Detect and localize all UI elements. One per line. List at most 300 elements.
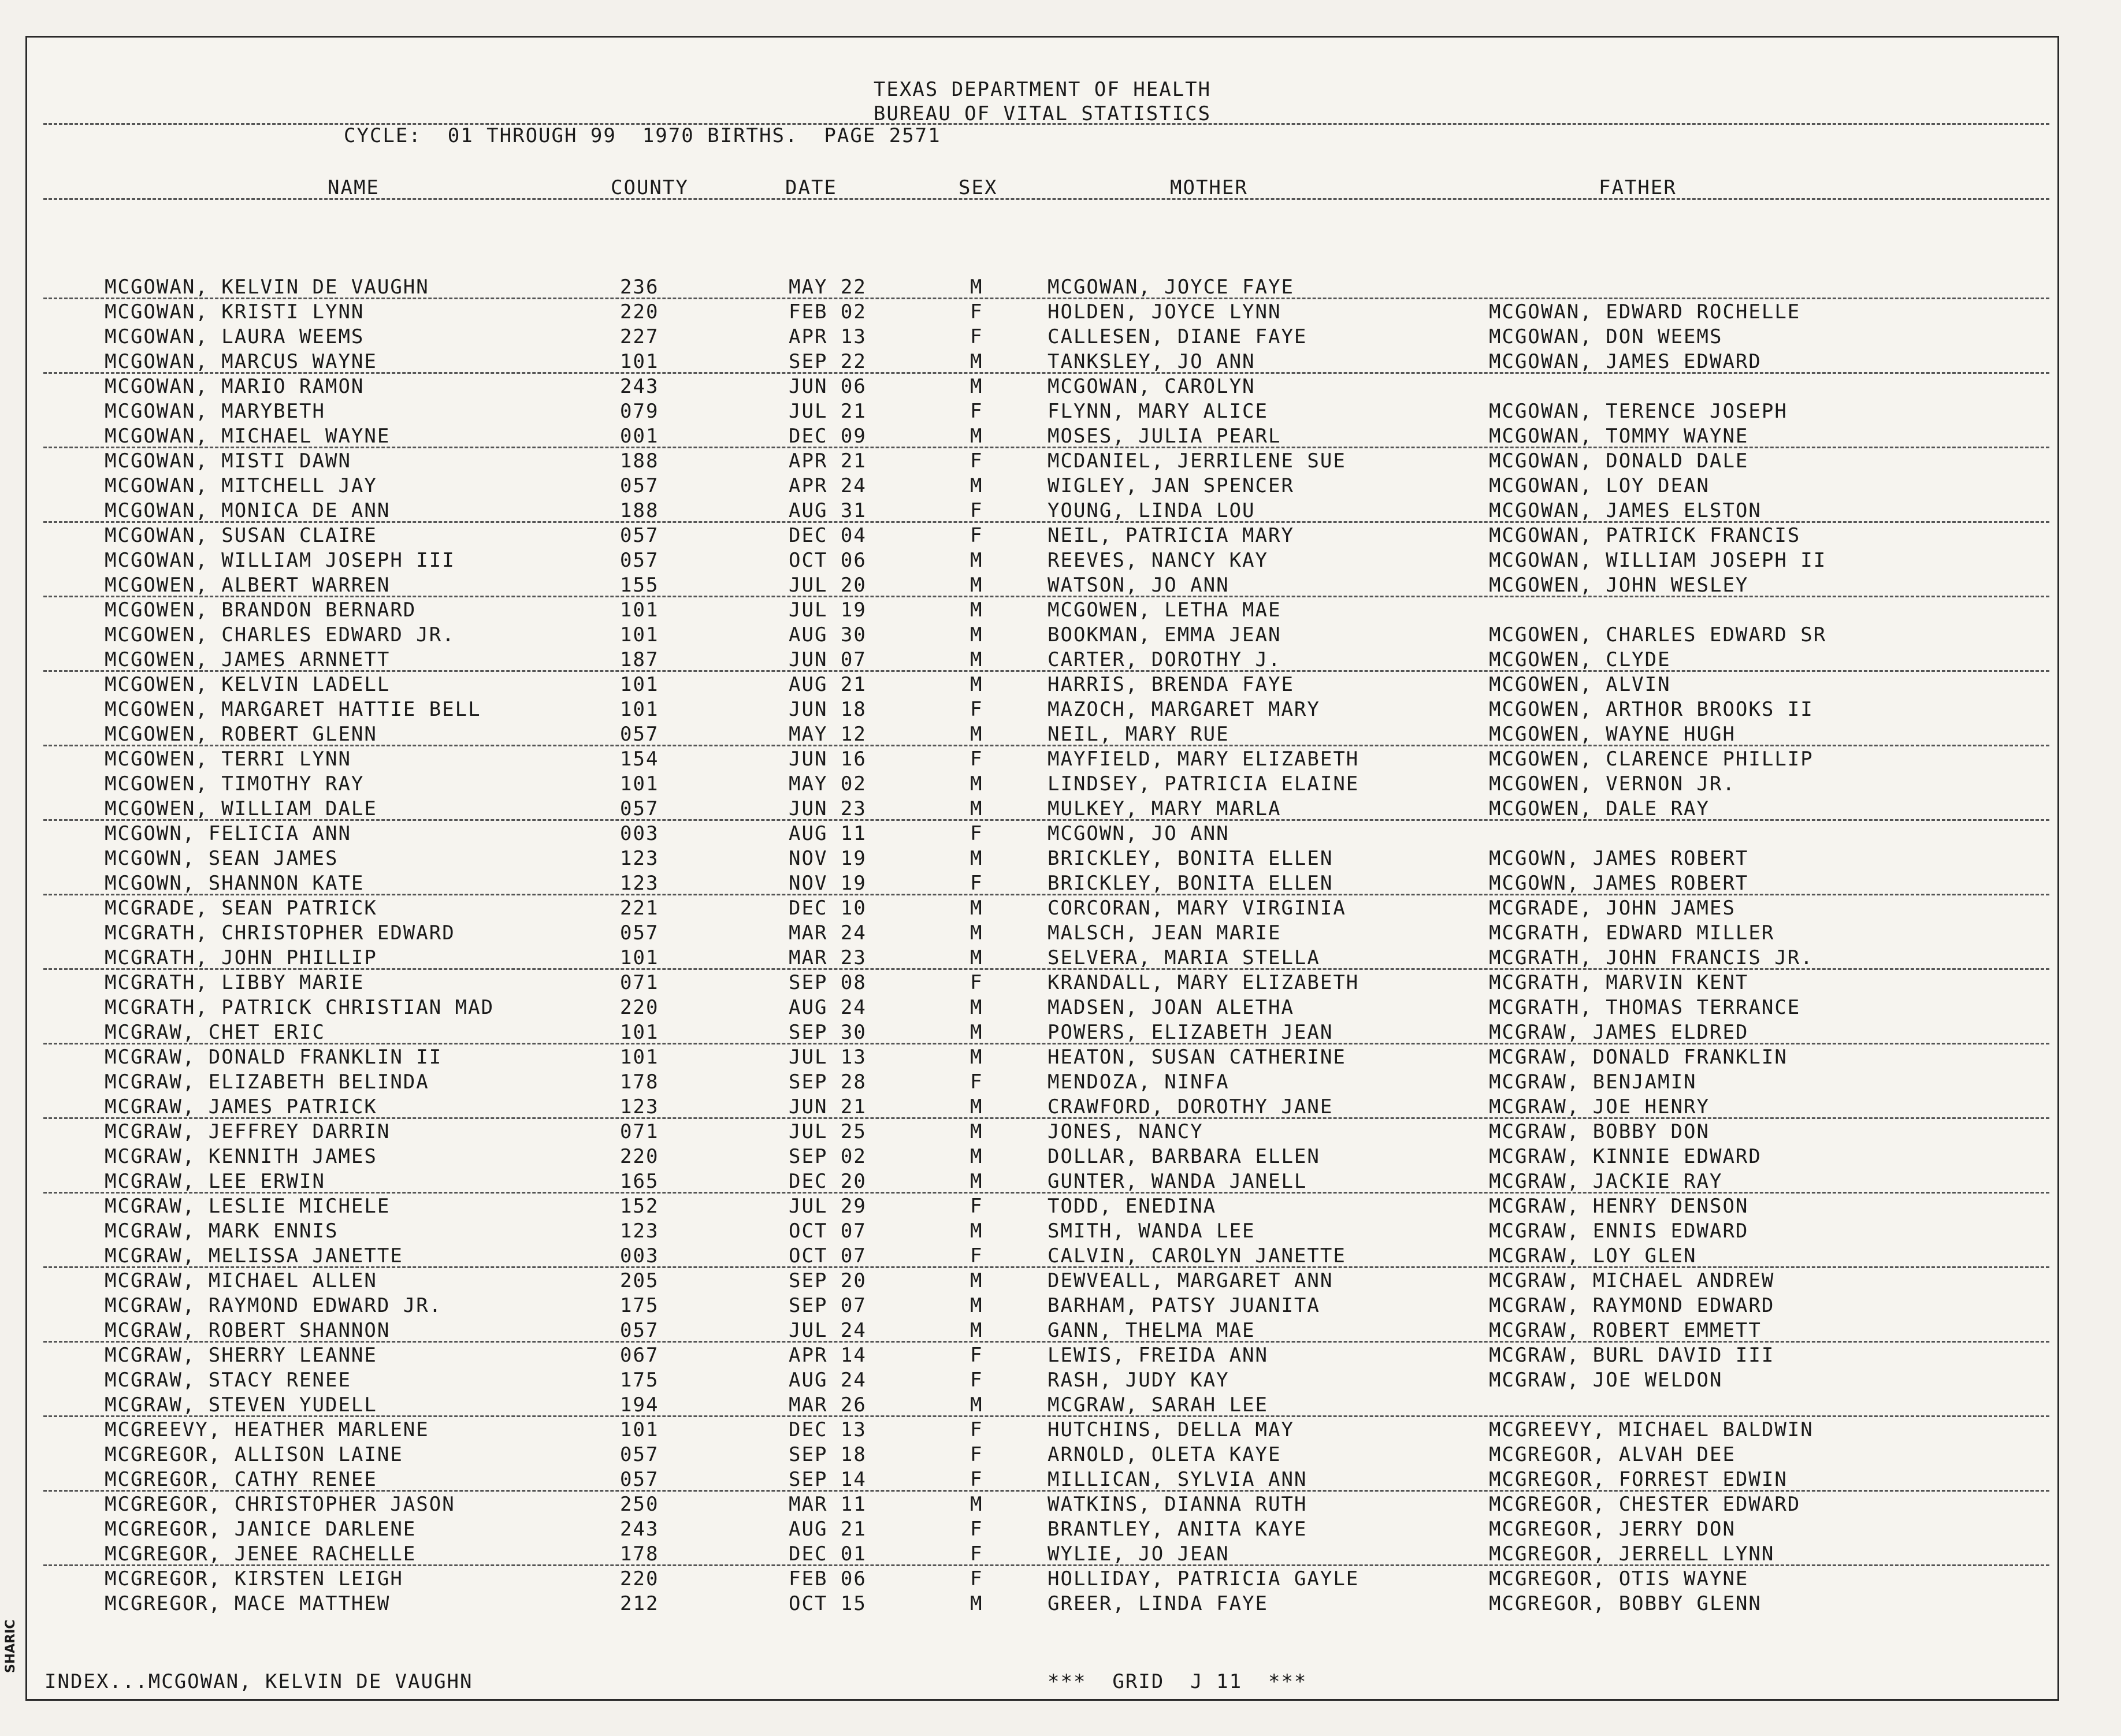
cell-county: 101: [620, 623, 659, 646]
cell-mother: POWERS, ELIZABETH JEAN: [1048, 1021, 1333, 1044]
table-row: [27, 1443, 2057, 1468]
cell-mother: MENDOZA, NINFA: [1048, 1070, 1229, 1094]
cell-father: MCGRAW, ROBERT EMMETT: [1489, 1319, 1762, 1342]
cell-sex: F: [970, 1443, 983, 1466]
table-row: [27, 1418, 2057, 1443]
cell-county: 101: [620, 698, 659, 721]
cell-date: SEP 07: [789, 1294, 867, 1317]
cell-date: DEC 10: [789, 897, 867, 920]
cell-sex: M: [970, 921, 983, 945]
table-row: [27, 375, 2057, 400]
cell-father: MCGOWAN, TERENCE JOSEPH: [1489, 400, 1788, 423]
table-row: [27, 1269, 2057, 1294]
cell-date: APR 13: [789, 325, 867, 348]
table-row: [27, 723, 2057, 748]
cell-county: 101: [620, 772, 659, 795]
table-row: [27, 474, 2057, 499]
cell-sex: F: [970, 1195, 983, 1218]
cell-sex: F: [970, 872, 983, 895]
cell-mother: HOLDEN, JOYCE LYNN: [1048, 300, 1281, 324]
table-row: [27, 872, 2057, 897]
cell-father: MCGRAW, JOE WELDON: [1489, 1369, 1723, 1392]
cell-name: MCGOWAN, MITCHELL JAY: [105, 474, 377, 497]
cell-name: MCGRAW, MICHAEL ALLEN: [105, 1269, 377, 1292]
cell-date: FEB 02: [789, 300, 867, 324]
cell-sex: F: [970, 1070, 983, 1094]
cell-sex: M: [970, 425, 983, 448]
cell-date: AUG 21: [789, 1518, 867, 1541]
cell-name: MCGRAW, DONALD FRANKLIN II: [105, 1046, 443, 1069]
margin-label: SHARIC: [3, 1619, 18, 1673]
cell-mother: MCDANIEL, JERRILENE SUE: [1048, 449, 1346, 473]
cell-sex: F: [970, 449, 983, 473]
cell-mother: HEATON, SUSAN CATHERINE: [1048, 1046, 1346, 1069]
cell-father: MCGRAW, RAYMOND EDWARD: [1489, 1294, 1775, 1317]
cell-county: 165: [620, 1170, 659, 1193]
cell-mother: WIGLEY, JAN SPENCER: [1048, 474, 1294, 497]
cell-sex: M: [970, 847, 983, 870]
table-row: [27, 897, 2057, 921]
bureau-title: BUREAU OF VITAL STATISTICS: [873, 102, 1212, 125]
cell-mother: MCGOWAN, CAROLYN: [1048, 375, 1255, 398]
table-row: [27, 1369, 2057, 1393]
cell-sex: M: [970, 1269, 983, 1292]
cell-date: AUG 31: [789, 499, 867, 522]
cell-sex: M: [970, 673, 983, 696]
cell-date: DEC 01: [789, 1542, 867, 1566]
table-row: [27, 1021, 2057, 1046]
table-row: [27, 276, 2057, 300]
cell-sex: M: [970, 1145, 983, 1168]
cell-father: MCGRADE, JOHN JAMES: [1489, 897, 1736, 920]
cell-sex: M: [970, 897, 983, 920]
cell-name: MCGRAW, CHET ERIC: [105, 1021, 325, 1044]
cell-father: MCGRATH, JOHN FRANCIS JR.: [1489, 946, 1814, 969]
cell-sex: M: [970, 1493, 983, 1516]
table-row: [27, 1244, 2057, 1269]
cell-father: MCGOWN, JAMES ROBERT: [1489, 872, 1749, 895]
cell-county: 220: [620, 1145, 659, 1168]
cell-mother: CRAWFORD, DOROTHY JANE: [1048, 1095, 1333, 1118]
cell-father: MCGRAW, LOY GLEN: [1489, 1244, 1697, 1267]
cell-date: AUG 11: [789, 822, 867, 845]
cell-mother: MCGRAW, SARAH LEE: [1048, 1393, 1268, 1417]
cell-county: 250: [620, 1493, 659, 1516]
cell-county: 057: [620, 549, 659, 572]
cell-mother: FLYNN, MARY ALICE: [1048, 400, 1268, 423]
cell-date: JUL 21: [789, 400, 867, 423]
cell-father: MCGOWAN, DONALD DALE: [1489, 449, 1749, 473]
cell-date: APR 21: [789, 449, 867, 473]
cell-mother: GANN, THELMA MAE: [1048, 1319, 1255, 1342]
cell-date: DEC 20: [789, 1170, 867, 1193]
cell-county: 220: [620, 1567, 659, 1590]
table-row: [27, 300, 2057, 325]
cell-sex: M: [970, 623, 983, 646]
cell-father: MCGREEVY, MICHAEL BALDWIN: [1489, 1418, 1814, 1441]
cell-sex: M: [970, 549, 983, 572]
cell-name: MCGREGOR, CATHY RENEE: [105, 1468, 377, 1491]
cell-mother: GREER, LINDA FAYE: [1048, 1592, 1268, 1615]
cell-name: MCGOWAN, WILLIAM JOSEPH III: [105, 549, 455, 572]
cell-sex: M: [970, 1046, 983, 1069]
cell-sex: M: [970, 1294, 983, 1317]
cell-date: JUL 24: [789, 1319, 867, 1342]
cell-sex: F: [970, 1344, 983, 1367]
cell-name: MCGRATH, CHRISTOPHER EDWARD: [105, 921, 455, 945]
cell-name: MCGRAW, MELISSA JANETTE: [105, 1244, 403, 1267]
cell-date: SEP 02: [789, 1145, 867, 1168]
cell-father: MCGOWAN, EDWARD ROCHELLE: [1489, 300, 1801, 324]
cell-county: 154: [620, 748, 659, 771]
cell-date: SEP 22: [789, 350, 867, 373]
cell-name: MCGOWEN, MARGARET HATTIE BELL: [105, 698, 481, 721]
cell-county: 057: [620, 1468, 659, 1491]
cell-date: SEP 20: [789, 1269, 867, 1292]
table-row: [27, 449, 2057, 474]
cell-father: MCGRAW, BENJAMIN: [1489, 1070, 1697, 1094]
cell-sex: M: [970, 1095, 983, 1118]
cell-name: MCGOWAN, SUSAN CLAIRE: [105, 524, 377, 547]
cell-father: MCGRATH, EDWARD MILLER: [1489, 921, 1775, 945]
cell-father: MCGOWEN, CHARLES EDWARD SR: [1489, 623, 1827, 646]
cell-sex: F: [970, 1369, 983, 1392]
table-row: [27, 822, 2057, 847]
cell-county: 243: [620, 1518, 659, 1541]
cell-county: 123: [620, 847, 659, 870]
cell-county: 057: [620, 723, 659, 746]
cell-county: 101: [620, 673, 659, 696]
cell-name: MCGOWN, SHANNON KATE: [105, 872, 365, 895]
cell-sex: M: [970, 1393, 983, 1417]
table-row: [27, 623, 2057, 648]
table-row: [27, 1095, 2057, 1120]
table-row: [27, 648, 2057, 673]
cell-county: 227: [620, 325, 659, 348]
cell-sex: M: [970, 276, 983, 299]
cell-father: MCGOWEN, CLARENCE PHILLIP: [1489, 748, 1814, 771]
cell-name: MCGOWEN, ALBERT WARREN: [105, 574, 391, 597]
cell-mother: WATSON, JO ANN: [1048, 574, 1229, 597]
cell-date: AUG 21: [789, 673, 867, 696]
table-row: [27, 1170, 2057, 1195]
table-row: [27, 524, 2057, 549]
cell-date: MAR 11: [789, 1493, 867, 1516]
cell-name: MCGOWEN, ROBERT GLENN: [105, 723, 377, 746]
cell-date: DEC 13: [789, 1418, 867, 1441]
table-row: [27, 772, 2057, 797]
cell-mother: NEIL, MARY RUE: [1048, 723, 1229, 746]
cell-father: MCGREGOR, JERRY DON: [1489, 1518, 1736, 1541]
table-row: [27, 698, 2057, 723]
cell-county: 187: [620, 648, 659, 671]
cell-county: 188: [620, 499, 659, 522]
table-row: [27, 1518, 2057, 1542]
cell-county: 079: [620, 400, 659, 423]
cell-date: DEC 09: [789, 425, 867, 448]
cell-mother: MCGOWN, JO ANN: [1048, 822, 1229, 845]
cell-sex: F: [970, 1542, 983, 1566]
cell-name: MCGOWN, SEAN JAMES: [105, 847, 339, 870]
cell-name: MCGOWAN, MARCUS WAYNE: [105, 350, 377, 373]
cell-sex: F: [970, 1567, 983, 1590]
cell-name: MCGRAW, KENNITH JAMES: [105, 1145, 377, 1168]
cell-date: MAY 12: [789, 723, 867, 746]
cell-father: MCGOWEN, VERNON JR.: [1489, 772, 1736, 795]
cell-county: 101: [620, 599, 659, 622]
cell-sex: M: [970, 599, 983, 622]
cell-sex: F: [970, 748, 983, 771]
cell-name: MCGRADE, SEAN PATRICK: [105, 897, 377, 920]
cell-county: 067: [620, 1344, 659, 1367]
cell-sex: M: [970, 1592, 983, 1615]
cell-father: MCGRAW, KINNIE EDWARD: [1489, 1145, 1762, 1168]
table-row: [27, 946, 2057, 971]
cell-father: MCGRAW, HENRY DENSON: [1489, 1195, 1749, 1218]
cell-name: MCGOWAN, KELVIN DE VAUGHN: [105, 276, 429, 299]
table-row: [27, 1319, 2057, 1344]
cell-mother: MADSEN, JOAN ALETHA: [1048, 996, 1294, 1019]
cell-mother: LEWIS, FREIDA ANN: [1048, 1344, 1268, 1367]
cell-mother: REEVES, NANCY KAY: [1048, 549, 1268, 572]
cell-county: 101: [620, 1046, 659, 1069]
cell-date: JUL 19: [789, 599, 867, 622]
cell-sex: F: [970, 400, 983, 423]
cell-father: MCGREGOR, CHESTER EDWARD: [1489, 1493, 1801, 1516]
cell-mother: CALVIN, CAROLYN JANETTE: [1048, 1244, 1346, 1267]
cell-date: AUG 30: [789, 623, 867, 646]
cell-father: MCGOWN, JAMES ROBERT: [1489, 847, 1749, 870]
cell-father: MCGRAW, JACKIE RAY: [1489, 1170, 1723, 1193]
cell-name: MCGREGOR, JANICE DARLENE: [105, 1518, 417, 1541]
table-row: [27, 574, 2057, 599]
index-footer: INDEX...MCGOWAN, KELVIN DE VAUGHN: [44, 1670, 473, 1693]
cell-father: MCGRAW, JOE HENRY: [1489, 1095, 1710, 1118]
cell-name: MCGRATH, PATRICK CHRISTIAN MAD: [105, 996, 495, 1019]
cell-mother: MOSES, JULIA PEARL: [1048, 425, 1281, 448]
cell-date: NOV 19: [789, 847, 867, 870]
cell-mother: BRANTLEY, ANITA KAYE: [1048, 1518, 1307, 1541]
cell-date: NOV 19: [789, 872, 867, 895]
cell-mother: CORCORAN, MARY VIRGINIA: [1048, 897, 1346, 920]
cell-sex: M: [970, 996, 983, 1019]
cell-father: MCGOWAN, JAMES ELSTON: [1489, 499, 1762, 522]
cell-father: MCGRAW, JAMES ELDRED: [1489, 1021, 1749, 1044]
cell-mother: MAZOCH, MARGARET MARY: [1048, 698, 1320, 721]
cell-date: MAR 24: [789, 921, 867, 945]
cell-mother: SMITH, WANDA LEE: [1048, 1220, 1255, 1243]
cell-date: SEP 28: [789, 1070, 867, 1094]
cell-mother: SELVERA, MARIA STELLA: [1048, 946, 1320, 969]
cell-sex: M: [970, 375, 983, 398]
cell-county: 003: [620, 1244, 659, 1267]
column-header-county: COUNTY: [611, 176, 689, 199]
cell-name: MCGOWAN, MARYBETH: [105, 400, 325, 423]
column-header-father: FATHER: [1599, 176, 1677, 199]
cell-county: 057: [620, 1443, 659, 1466]
cell-sex: F: [970, 698, 983, 721]
cell-mother: NEIL, PATRICIA MARY: [1048, 524, 1294, 547]
cell-mother: TANKSLEY, JO ANN: [1048, 350, 1255, 373]
cell-sex: M: [970, 1319, 983, 1342]
cell-name: MCGREGOR, JENEE RACHELLE: [105, 1542, 417, 1566]
cell-county: 220: [620, 996, 659, 1019]
cell-county: 071: [620, 1120, 659, 1143]
table-row: [27, 673, 2057, 698]
cell-mother: BRICKLEY, BONITA ELLEN: [1048, 847, 1333, 870]
cell-father: MCGRAW, BURL DAVID III: [1489, 1344, 1775, 1367]
cell-mother: RASH, JUDY KAY: [1048, 1369, 1229, 1392]
cell-mother: WATKINS, DIANNA RUTH: [1048, 1493, 1307, 1516]
cell-mother: WYLIE, JO JEAN: [1048, 1542, 1229, 1566]
cell-father: MCGREGOR, JERRELL LYNN: [1489, 1542, 1775, 1566]
cell-county: 101: [620, 350, 659, 373]
cell-date: SEP 18: [789, 1443, 867, 1466]
cell-father: MCGRAW, ENNIS EDWARD: [1489, 1220, 1749, 1243]
cell-name: MCGOWEN, JAMES ARNNETT: [105, 648, 391, 671]
cell-father: MCGOWEN, DALE RAY: [1489, 797, 1710, 820]
cell-county: 101: [620, 1418, 659, 1441]
cell-name: MCGREGOR, ALLISON LAINE: [105, 1443, 403, 1466]
cell-date: MAR 23: [789, 946, 867, 969]
cell-name: MCGRAW, JAMES PATRICK: [105, 1095, 377, 1118]
cell-date: MAY 22: [789, 276, 867, 299]
cell-name: MCGOWAN, LAURA WEEMS: [105, 325, 365, 348]
cell-mother: BOOKMAN, EMMA JEAN: [1048, 623, 1281, 646]
cell-date: DEC 04: [789, 524, 867, 547]
cell-mother: ARNOLD, OLETA KAYE: [1048, 1443, 1281, 1466]
table-row: [27, 425, 2057, 449]
cell-name: MCGRAW, RAYMOND EDWARD JR.: [105, 1294, 443, 1317]
cell-sex: F: [970, 1518, 983, 1541]
cell-name: MCGRAW, ROBERT SHANNON: [105, 1319, 391, 1342]
cell-name: MCGOWAN, KRISTI LYNN: [105, 300, 365, 324]
cell-county: 178: [620, 1070, 659, 1094]
cell-father: MCGOWAN, TOMMY WAYNE: [1489, 425, 1749, 448]
cell-date: SEP 08: [789, 971, 867, 994]
cycle-line: CYCLE: 01 THROUGH 99 1970 BIRTHS. PAGE 2571: [344, 124, 941, 147]
cell-date: JUN 23: [789, 797, 867, 820]
cell-father: MCGOWEN, ALVIN: [1489, 673, 1671, 696]
cell-mother: YOUNG, LINDA LOU: [1048, 499, 1255, 522]
column-header-mother: MOTHER: [1170, 176, 1248, 199]
cell-date: AUG 24: [789, 996, 867, 1019]
cell-mother: BARHAM, PATSY JUANITA: [1048, 1294, 1320, 1317]
cell-county: 221: [620, 897, 659, 920]
table-row: [27, 1120, 2057, 1145]
cell-county: 101: [620, 1021, 659, 1044]
cell-sex: F: [970, 822, 983, 845]
table-row: [27, 996, 2057, 1021]
cell-county: 123: [620, 1095, 659, 1118]
cell-county: 057: [620, 921, 659, 945]
cell-county: 220: [620, 300, 659, 324]
cell-mother: MCGOWAN, JOYCE FAYE: [1048, 276, 1294, 299]
cell-sex: F: [970, 1418, 983, 1441]
cell-father: MCGREGOR, FORREST EDWIN: [1489, 1468, 1788, 1491]
cell-sex: M: [970, 797, 983, 820]
cell-sex: F: [970, 325, 983, 348]
cell-name: MCGOWAN, MISTI DAWN: [105, 449, 351, 473]
cell-father: MCGOWEN, JOHN WESLEY: [1489, 574, 1749, 597]
cell-county: 175: [620, 1294, 659, 1317]
table-row: [27, 847, 2057, 872]
cell-sex: M: [970, 946, 983, 969]
cell-county: 205: [620, 1269, 659, 1292]
table-row: [27, 1493, 2057, 1518]
cell-date: JUL 25: [789, 1120, 867, 1143]
table-row: [27, 1592, 2057, 1617]
cell-name: MCGRAW, MARK ENNIS: [105, 1220, 339, 1243]
cell-county: 101: [620, 946, 659, 969]
cell-father: MCGRATH, MARVIN KENT: [1489, 971, 1749, 994]
cell-name: MCGRAW, JEFFREY DARRIN: [105, 1120, 391, 1143]
cell-name: MCGRAW, LEE ERWIN: [105, 1170, 325, 1193]
cell-county: 057: [620, 1319, 659, 1342]
cell-name: MCGREGOR, KIRSTEN LEIGH: [105, 1567, 403, 1590]
cell-county: 003: [620, 822, 659, 845]
table-row: [27, 1294, 2057, 1319]
cell-father: MCGOWAN, LOY DEAN: [1489, 474, 1710, 497]
column-header-divider: [43, 198, 2049, 200]
grid-footer: *** GRID J 11 ***: [1048, 1670, 1307, 1693]
cell-mother: MAYFIELD, MARY ELIZABETH: [1048, 748, 1359, 771]
cell-name: MCGOWEN, CHARLES EDWARD JR.: [105, 623, 455, 646]
table-row: [27, 350, 2057, 375]
cell-mother: DOLLAR, BARBARA ELLEN: [1048, 1145, 1320, 1168]
cell-date: JUL 13: [789, 1046, 867, 1069]
cell-sex: M: [970, 723, 983, 746]
cell-father: MCGREGOR, BOBBY GLENN: [1489, 1592, 1762, 1615]
cell-sex: F: [970, 300, 983, 324]
cell-mother: DEWVEALL, MARGARET ANN: [1048, 1269, 1333, 1292]
cell-mother: LINDSEY, PATRICIA ELAINE: [1048, 772, 1359, 795]
cell-date: SEP 30: [789, 1021, 867, 1044]
cell-mother: GUNTER, WANDA JANELL: [1048, 1170, 1307, 1193]
cell-mother: HOLLIDAY, PATRICIA GAYLE: [1048, 1567, 1359, 1590]
cell-name: MCGOWAN, MICHAEL WAYNE: [105, 425, 391, 448]
cell-date: APR 14: [789, 1344, 867, 1367]
cell-father: MCGRATH, THOMAS TERRANCE: [1489, 996, 1801, 1019]
cell-name: MCGRATH, LIBBY MARIE: [105, 971, 365, 994]
cell-mother: TODD, ENEDINA: [1048, 1195, 1217, 1218]
cell-sex: M: [970, 1120, 983, 1143]
cell-county: 001: [620, 425, 659, 448]
cell-father: MCGREGOR, ALVAH DEE: [1489, 1443, 1736, 1466]
cell-date: OCT 15: [789, 1592, 867, 1615]
cell-county: 175: [620, 1369, 659, 1392]
cell-date: OCT 06: [789, 549, 867, 572]
cell-county: 123: [620, 872, 659, 895]
cell-name: MCGOWAN, MONICA DE ANN: [105, 499, 391, 522]
cell-name: MCGRAW, LESLIE MICHELE: [105, 1195, 391, 1218]
cell-date: AUG 24: [789, 1369, 867, 1392]
cell-mother: JONES, NANCY: [1048, 1120, 1203, 1143]
cell-sex: M: [970, 772, 983, 795]
department-title: TEXAS DEPARTMENT OF HEALTH: [873, 78, 1212, 101]
cell-county: 123: [620, 1220, 659, 1243]
cell-county: 152: [620, 1195, 659, 1218]
table-row: [27, 971, 2057, 996]
cell-sex: M: [970, 1021, 983, 1044]
table-row: [27, 549, 2057, 574]
cell-name: MCGOWEN, TIMOTHY RAY: [105, 772, 365, 795]
column-header-date: DATE: [785, 176, 837, 199]
cell-father: MCGRAW, BOBBY DON: [1489, 1120, 1710, 1143]
cell-mother: KRANDALL, MARY ELIZABETH: [1048, 971, 1359, 994]
cell-name: MCGRAW, ELIZABETH BELINDA: [105, 1070, 429, 1094]
cell-sex: M: [970, 350, 983, 373]
